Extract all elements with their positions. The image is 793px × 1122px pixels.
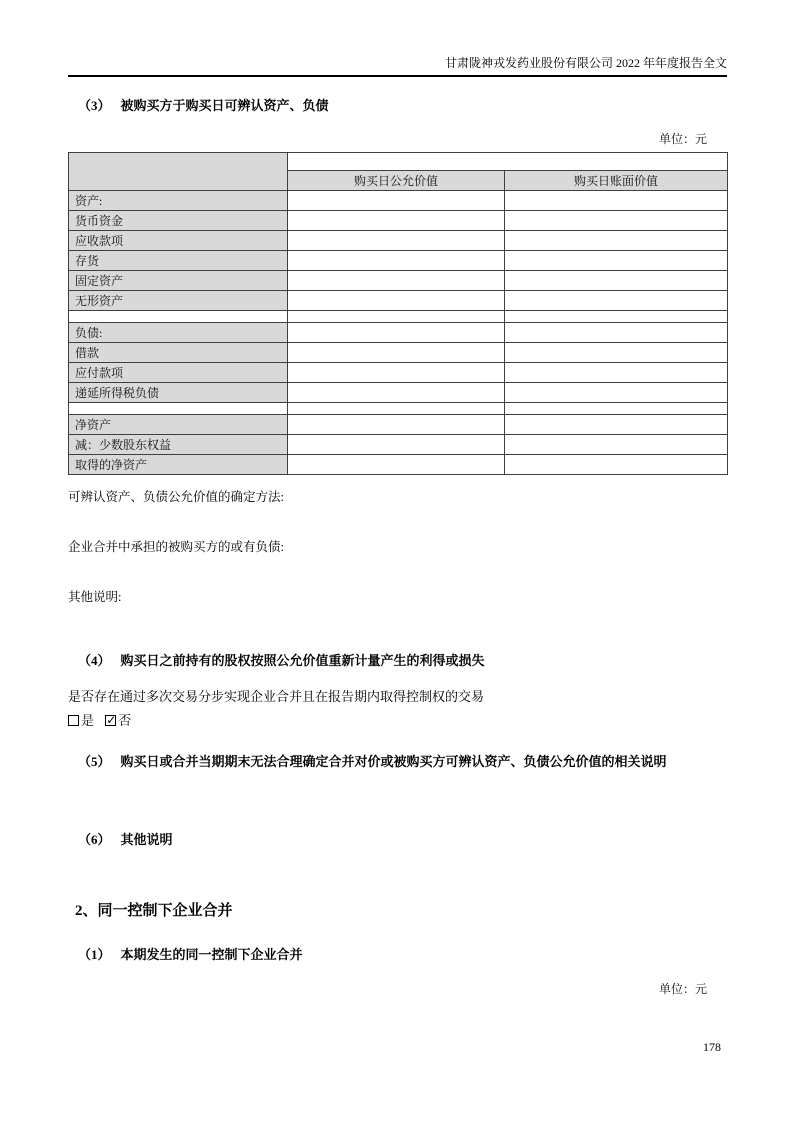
section-2-sub1-title: 本期发生的同一控制下企业合并 bbox=[120, 947, 303, 962]
note-contingent-liabilities: 企业合并中承担的被购买方的或有负债: bbox=[68, 540, 284, 554]
identifiable-assets-table-body bbox=[69, 191, 728, 475]
note-other: 其他说明: bbox=[68, 590, 122, 604]
table-row bbox=[69, 323, 728, 343]
row-value-cell bbox=[288, 403, 505, 415]
section-4-heading bbox=[68, 652, 727, 670]
checkbox-checked-icon[interactable] bbox=[105, 715, 116, 726]
option-yes bbox=[68, 713, 94, 728]
section-2-sub1-number: （1） bbox=[78, 947, 111, 962]
section-3-heading bbox=[68, 97, 727, 115]
table-row bbox=[69, 291, 728, 311]
row-value-cell bbox=[288, 323, 505, 343]
table-corner-cell bbox=[69, 153, 288, 191]
document-header bbox=[68, 0, 727, 77]
section-6-title: 其他说明 bbox=[120, 832, 173, 847]
section-2-sub1-heading bbox=[68, 946, 727, 964]
row-value-cell bbox=[288, 271, 505, 291]
row-value-cell bbox=[288, 455, 505, 475]
section-5-heading bbox=[68, 753, 727, 771]
option-no bbox=[105, 713, 131, 728]
page-number: 178 bbox=[703, 1040, 721, 1054]
table-header-blank-cell bbox=[288, 153, 728, 171]
section-5-title: 购买日或合并当期期末无法合理确定合并对价或被购买方可辨认资产、负债公允价值的相关说明 bbox=[120, 754, 667, 769]
table-blank-row bbox=[69, 311, 728, 323]
row-value-cell bbox=[288, 343, 505, 363]
table-row bbox=[69, 343, 728, 363]
row-value-cell bbox=[505, 191, 728, 211]
unit-label-top: 单位：元 bbox=[658, 132, 707, 146]
row-value-cell bbox=[288, 231, 505, 251]
row-value-cell bbox=[288, 311, 505, 323]
row-label-cell bbox=[69, 311, 288, 323]
row-value-cell bbox=[505, 291, 728, 311]
row-label-cell: 减：少数股东权益 bbox=[69, 435, 288, 455]
row-label-cell: 借款 bbox=[69, 343, 288, 363]
row-value-cell bbox=[505, 363, 728, 383]
row-label-cell: 应付款项 bbox=[69, 363, 288, 383]
page-content bbox=[68, 97, 727, 997]
row-label-cell: 资产: bbox=[69, 191, 288, 211]
row-value-cell bbox=[288, 383, 505, 403]
row-label-cell bbox=[69, 403, 288, 415]
section-5-number: （5） bbox=[78, 754, 111, 769]
table-header-blank-row bbox=[69, 153, 728, 171]
row-value-cell bbox=[288, 415, 505, 435]
row-value-cell bbox=[505, 251, 728, 271]
row-value-cell bbox=[505, 311, 728, 323]
row-value-cell bbox=[288, 363, 505, 383]
section-6-number: （6） bbox=[78, 832, 111, 847]
table-row bbox=[69, 271, 728, 291]
document-header-title: 甘肃陇神戎发药业股份有限公司 2022 年年度报告全文 bbox=[444, 56, 727, 70]
row-label-cell: 负债: bbox=[69, 323, 288, 343]
row-value-cell bbox=[505, 323, 728, 343]
section-6-heading bbox=[68, 831, 727, 849]
option-yes-label: 是 bbox=[81, 713, 95, 728]
column-header-book-value: 购买日账面价值 bbox=[505, 171, 728, 191]
section-2-heading: 2、同一控制下企业合并 bbox=[75, 903, 233, 919]
unit-label-bottom: 单位：元 bbox=[658, 982, 707, 996]
section-4-title: 购买日之前持有的股权按照公允价值重新计量产生的利得或损失 bbox=[120, 653, 485, 668]
row-value-cell bbox=[288, 191, 505, 211]
table-row bbox=[69, 383, 728, 403]
row-value-cell bbox=[288, 251, 505, 271]
note-fair-value-method: 可辨认资产、负债公允价值的确定方法: bbox=[68, 490, 284, 504]
row-value-cell bbox=[505, 271, 728, 291]
row-label-cell: 取得的净资产 bbox=[69, 455, 288, 475]
row-value-cell bbox=[505, 435, 728, 455]
row-value-cell bbox=[505, 231, 728, 251]
table-row bbox=[69, 435, 728, 455]
row-value-cell bbox=[505, 455, 728, 475]
check-mark-icon: ✓ bbox=[106, 713, 117, 727]
column-header-fair-value: 购买日公允价值 bbox=[288, 171, 505, 191]
table-row bbox=[69, 251, 728, 271]
row-value-cell bbox=[288, 291, 505, 311]
table-row bbox=[69, 415, 728, 435]
row-label-cell: 净资产 bbox=[69, 415, 288, 435]
row-value-cell bbox=[288, 211, 505, 231]
row-value-cell bbox=[505, 383, 728, 403]
row-value-cell bbox=[505, 403, 728, 415]
option-no-label: 否 bbox=[118, 713, 132, 728]
table-row bbox=[69, 455, 728, 475]
row-label-cell: 货币资金 bbox=[69, 211, 288, 231]
row-value-cell bbox=[505, 211, 728, 231]
checkbox-line bbox=[68, 712, 727, 729]
table-blank-row bbox=[69, 403, 728, 415]
identifiable-assets-table bbox=[68, 152, 728, 475]
row-label-cell: 固定资产 bbox=[69, 271, 288, 291]
table-row bbox=[69, 191, 728, 211]
section-3-number: （3） bbox=[78, 98, 111, 113]
table-row bbox=[69, 363, 728, 383]
row-value-cell bbox=[288, 435, 505, 455]
question-stepwise-acquisition: 是否存在通过多次交易分步实现企业合并且在报告期内取得控制权的交易 bbox=[68, 689, 485, 704]
table-row bbox=[69, 211, 728, 231]
section-3-title: 被购买方于购买日可辨认资产、负债 bbox=[120, 98, 329, 113]
checkbox-unchecked-icon[interactable] bbox=[68, 715, 79, 726]
table-row bbox=[69, 231, 728, 251]
row-value-cell bbox=[505, 415, 728, 435]
row-label-cell: 无形资产 bbox=[69, 291, 288, 311]
row-label-cell: 递延所得税负债 bbox=[69, 383, 288, 403]
section-4-number: （4） bbox=[78, 653, 111, 668]
row-value-cell bbox=[505, 343, 728, 363]
row-label-cell: 存货 bbox=[69, 251, 288, 271]
row-label-cell: 应收款项 bbox=[69, 231, 288, 251]
